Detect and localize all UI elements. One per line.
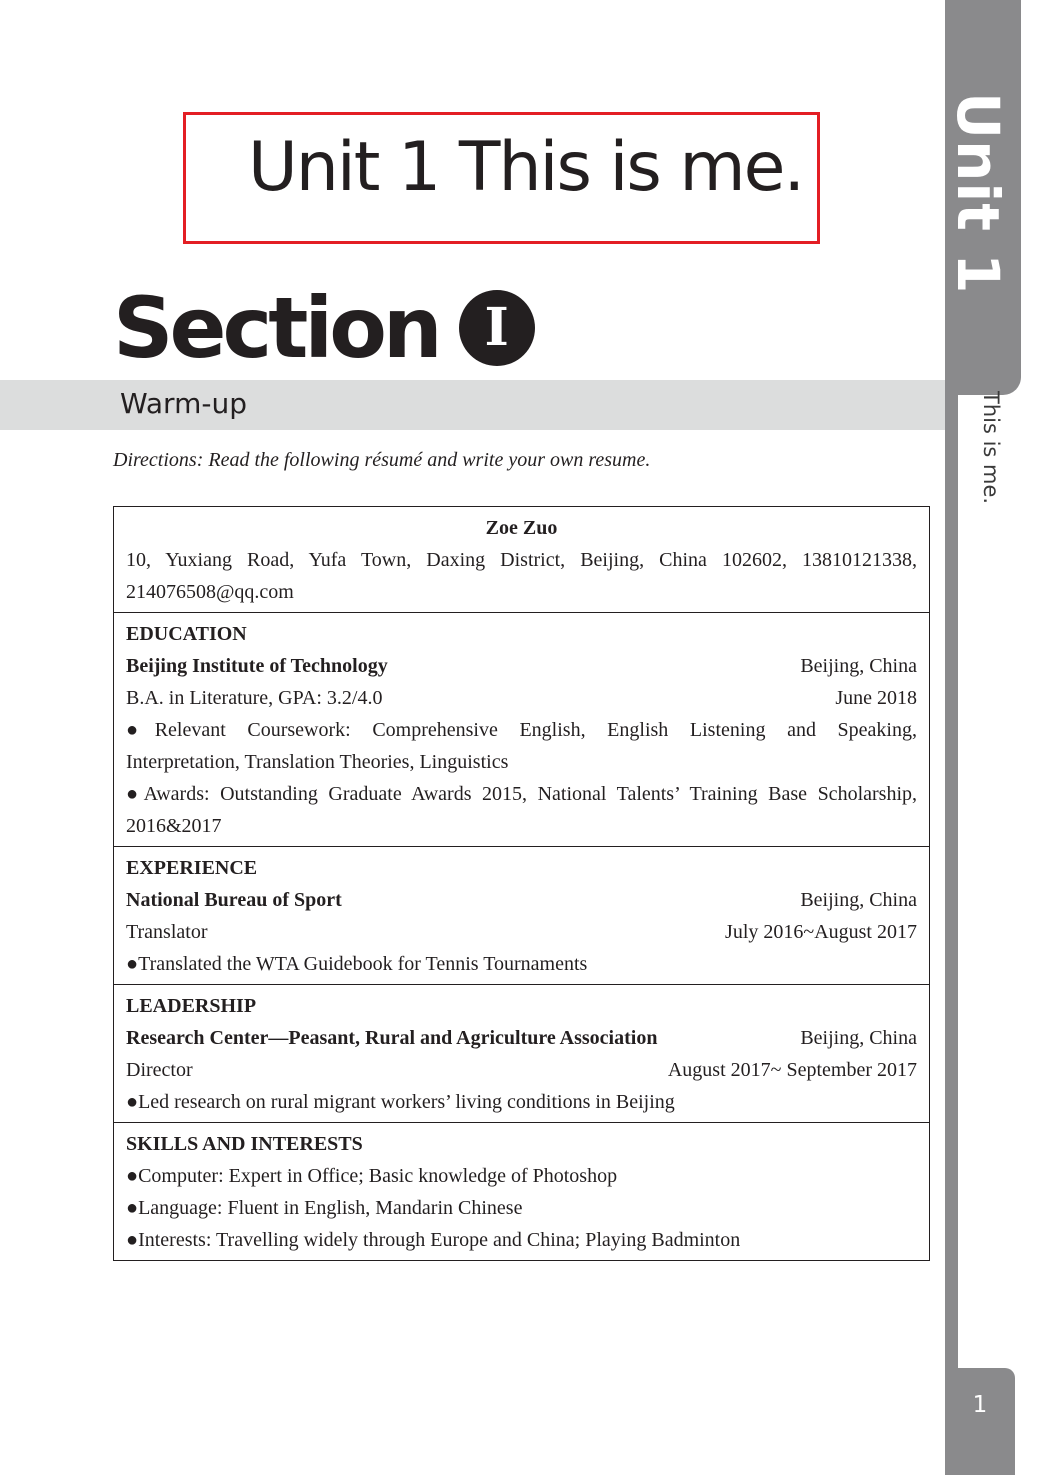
section-word: Section: [113, 279, 439, 377]
section-number-badge: I: [459, 290, 535, 366]
resume-email: 214076508@qq.com: [126, 581, 294, 603]
skills-item: ●Interests: Travelling widely through Europe and China; Playing Badminton: [126, 1229, 741, 1251]
education-coursework: ●Relevant Coursework: Comprehensive English, English Listening and Speaking,: [126, 719, 917, 741]
directions: Directions: Read the following résumé and write your own resume.: [113, 449, 651, 471]
education-awards: ●Awards: Outstanding Graduate Awards 2015, National Talents’ Training Base Scholarship,: [126, 783, 917, 805]
skills-item: ●Language: Fluent in English, Mandarin Chinese: [126, 1197, 523, 1219]
warmup-label: Warm-up: [120, 387, 247, 420]
leadership-role: Director: [126, 1059, 193, 1081]
experience-section: [114, 846, 929, 984]
education-date: June 2018: [835, 687, 917, 709]
resume-name: Zoe Zuo: [485, 517, 558, 539]
education-school: Beijing Institute of Technology: [126, 655, 388, 677]
experience-org: National Bureau of Sport: [126, 889, 342, 911]
education-location: Beijing, China: [800, 655, 917, 677]
leadership-location: Beijing, China: [800, 1027, 917, 1049]
leadership-section: [114, 984, 929, 1122]
experience-date: July 2016~August 2017: [725, 921, 917, 943]
education-awards-cont: 2016&2017: [126, 815, 222, 837]
side-unit-subtitle: This is me.: [979, 391, 1003, 505]
experience-heading: EXPERIENCE: [126, 857, 258, 879]
page-number: 1: [972, 1392, 988, 1418]
education-heading: EDUCATION: [126, 623, 247, 645]
skills-heading: SKILLS AND INTERESTS: [126, 1133, 363, 1155]
education-section: [114, 612, 929, 846]
skills-section: [114, 1122, 929, 1260]
side-tab-bottom: [945, 1368, 1015, 1475]
resume-header: [114, 507, 929, 612]
section-heading: [113, 279, 535, 377]
unit-title: Unit 1 This is me.: [248, 128, 804, 207]
experience-role: Translator: [126, 921, 208, 943]
leadership-heading: LEADERSHIP: [126, 995, 257, 1017]
side-unit-label: Unit 1: [944, 92, 1012, 295]
education-degree: B.A. in Literature, GPA: 3.2/4.0: [126, 687, 383, 709]
leadership-bullet: ●Led research on rural migrant workers’ living conditions in Beijing: [126, 1091, 675, 1113]
experience-location: Beijing, China: [800, 889, 917, 911]
education-coursework-cont: Interpretation, Translation Theories, Linguistics: [126, 751, 509, 773]
experience-bullet: ●Translated the WTA Guidebook for Tennis Tournaments: [126, 953, 588, 975]
leadership-date: August 2017~ September 2017: [667, 1059, 917, 1081]
resume-table: [113, 506, 930, 1261]
resume-address: 10, Yuxiang Road, Yufa Town, Daxing District, Beijing, China 102602, 13810121338,: [126, 549, 917, 571]
skills-item: ●Computer: Expert in Office; Basic knowledge of Photoshop: [126, 1165, 618, 1187]
leadership-org: Research Center—Peasant, Rural and Agriculture Association: [126, 1027, 658, 1049]
